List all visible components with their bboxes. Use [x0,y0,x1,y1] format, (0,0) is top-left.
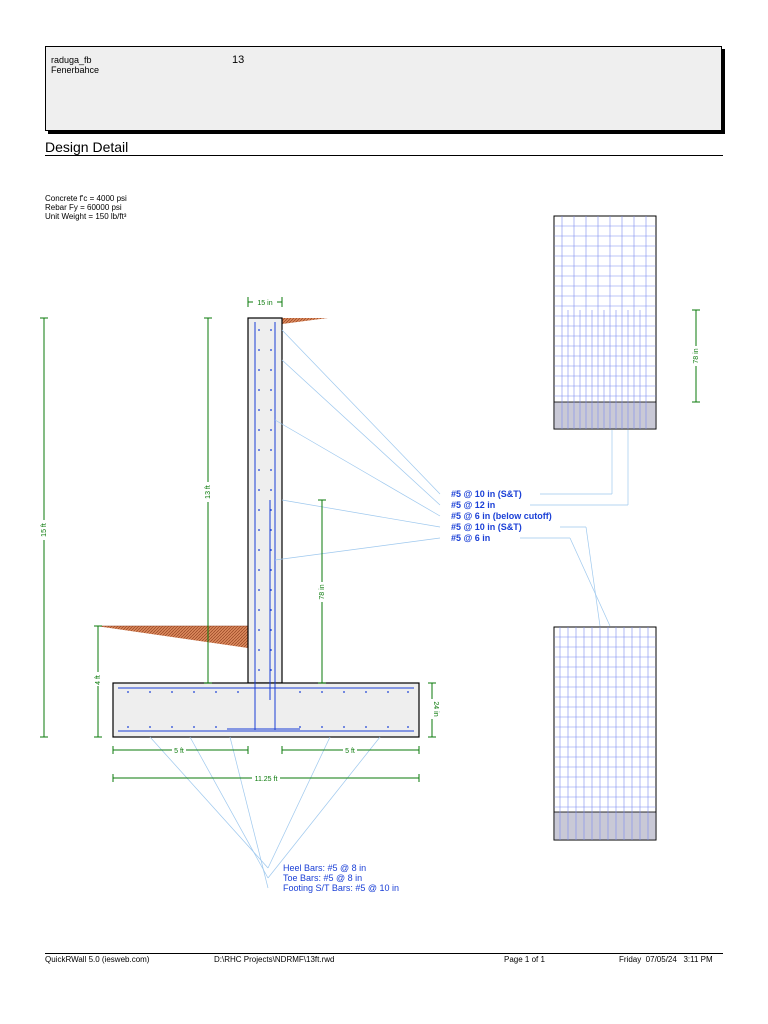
dim-footing-width: 11.25 ft [254,776,278,783]
callout-stem-3: #5 @ 6 in (below cutoff) [451,511,552,521]
callout-stem-1: #5 @ 10 in (S&T) [451,489,522,499]
callout-toe-bars: Toe Bars: #5 @ 8 in [283,873,363,883]
dim-stem-thickness: 15 in [257,300,273,307]
dim-total-height: 15 ft [41,523,48,537]
dim-stem-height: 13 ft [205,485,212,499]
header-company: Fenerbahce [51,65,100,75]
section-title: Design Detail [45,139,129,155]
header-job-number: 13 [232,54,245,66]
footer-file: D:\RHC Projects\NDRMF\13ft.rwd [214,955,335,964]
callout-stem-5: #5 @ 6 in [451,533,491,543]
dim-elevation-cutoff: 78 in [693,348,700,364]
dim-footing-thickness: 24 in [432,701,439,717]
front-soil [96,626,248,648]
concrete-strength: Concrete f'c = 4000 psi [45,194,127,203]
dim-toe-length: 5 ft [345,748,355,755]
unit-weight: Unit Weight = 150 lb/ft³ [45,212,127,221]
footer-date: Friday 07/05/24 3:11 PM [619,955,713,964]
footer-rule [45,953,723,954]
backfill-soil [282,318,328,324]
footer-program: QuickRWall 5.0 (iesweb.com) [45,955,150,964]
callout-heel-bars: Heel Bars: #5 @ 8 in [283,863,367,873]
elevation-front-face [554,627,656,840]
dim-cutoff-height: 78 in [319,584,326,600]
callout-stem-4: #5 @ 10 in (S&T) [451,522,522,532]
dim-soil-front: 4 ft [95,675,102,685]
footer-page: Page 1 of 1 [504,955,545,964]
callout-footing-st-bars: Footing S/T Bars: #5 @ 10 in [283,883,400,893]
rebar-strength: Rebar Fy = 60000 psi [45,203,122,212]
elevation-back-face [554,216,656,429]
callout-stem-2: #5 @ 12 in [451,500,496,510]
stem [248,318,282,683]
dim-heel-length: 5 ft [174,748,184,755]
header-user: raduga_fb [51,55,92,65]
